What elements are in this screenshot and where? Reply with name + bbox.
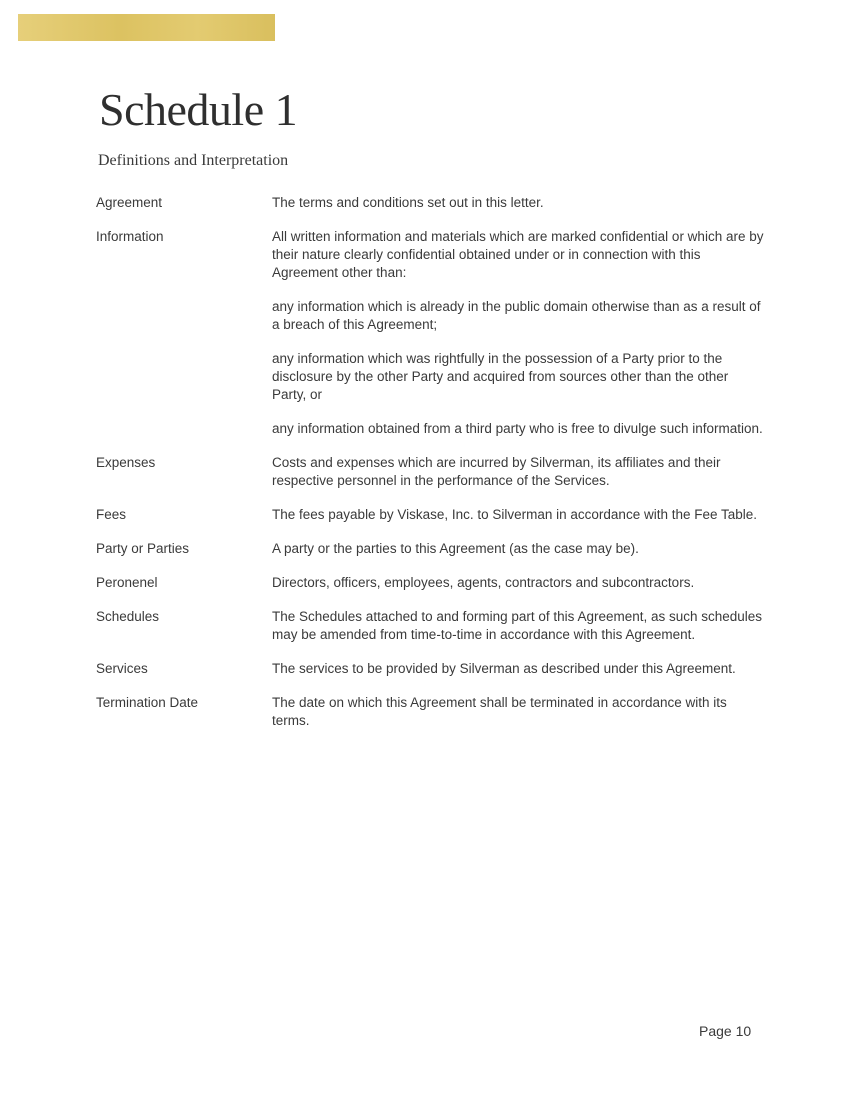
definition-paragraph: Costs and expenses which are incurred by Silverman, its affiliates and their respective personnel in the performance of the Services.: [272, 455, 721, 488]
definition-term: Expenses: [96, 455, 156, 470]
definition-meaning: [272, 194, 766, 212]
definitions-list: [96, 194, 766, 746]
definition-paragraph: any information which was rightfully in the possession of a Party prior to the disclosure by the other Party and acquired from sources other than the other Party, or: [272, 351, 729, 402]
definition-meaning: [272, 574, 766, 592]
definition-paragraph: All written information and materials which are marked confidential or which are by their nature clearly confidential obtained under or in connection with this Agreement other than:: [272, 229, 764, 280]
definition-row-agreement: [96, 194, 766, 212]
definition-meaning: [272, 540, 766, 558]
definition-row-expenses: [96, 454, 766, 490]
definition-meaning: [272, 608, 766, 644]
definition-row-termination-date: [96, 694, 766, 730]
definition-paragraph: The date on which this Agreement shall be terminated in accordance with its terms.: [272, 695, 727, 728]
definition-term: Services: [96, 661, 148, 676]
page-number: Page 10: [699, 1023, 752, 1039]
definition-term: Termination Date: [96, 695, 199, 710]
definition-meaning: [272, 694, 766, 730]
page-title: Schedule 1: [99, 84, 298, 135]
definition-paragraph: The fees payable by Viskase, Inc. to Silverman in accordance with the Fee Table.: [272, 507, 758, 522]
definition-term: Party or Parties: [96, 541, 190, 556]
definition-meaning: [272, 506, 766, 524]
definition-term: Schedules: [96, 609, 160, 624]
definition-paragraph: any information obtained from a third party who is free to divulge such information.: [272, 421, 763, 436]
definition-paragraph: A party or the parties to this Agreement (as the case may be).: [272, 541, 639, 556]
definition-row-fees: [96, 506, 766, 524]
definition-meaning: [272, 454, 766, 490]
definition-term: Fees: [96, 507, 127, 522]
definition-term: Information: [96, 229, 164, 244]
definition-term: Peronenel: [96, 575, 158, 590]
definition-row-peronenel: [96, 574, 766, 592]
definition-meaning: [272, 660, 766, 678]
definition-paragraph: The terms and conditions set out in this letter.: [272, 195, 544, 210]
definition-row-party-or-parties: [96, 540, 766, 558]
definition-paragraph: any information which is already in the public domain otherwise than as a result of a breach of this Agreement;: [272, 299, 761, 332]
definition-paragraph: The Schedules attached to and forming part of this Agreement, as such schedules may be amended from time-to-time in accordance with this Agreement.: [272, 609, 763, 642]
section-subtitle: Definitions and Interpretation: [98, 152, 289, 169]
header-accent-bar: [18, 14, 275, 41]
definition-row-information: [96, 228, 766, 438]
definition-paragraph: The services to be provided by Silverman as described under this Agreement.: [272, 661, 736, 676]
definition-meaning: [272, 228, 766, 438]
definition-row-services: [96, 660, 766, 678]
definition-paragraph: Directors, officers, employees, agents, contractors and subcontractors.: [272, 575, 695, 590]
definition-row-schedules: [96, 608, 766, 644]
definition-term: Agreement: [96, 195, 163, 210]
